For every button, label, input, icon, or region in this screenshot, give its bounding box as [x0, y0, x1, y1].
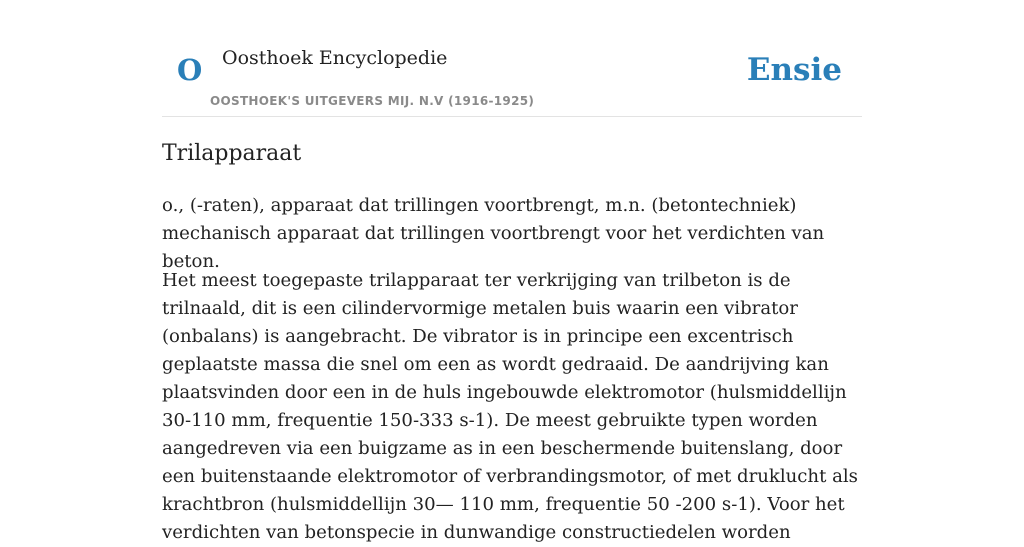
source-publisher: OOSTHOEK'S UITGEVERS MIJ. N.V (1916-1925) [210, 94, 535, 108]
entry-title: Trilapparaat [162, 141, 302, 166]
entry-paragraph-2: Het meest toegepaste trilapparaat ter verkrijging van trilbeton is de trilnaald, dit is een cilindervormige metalen buis waarin een vibrator (onbalans) is aangebracht. De vibrator is in principe een excentrisch geplaatste massa die snel om een as wordt gedraaid. De aandrijving kan plaatsvinden door een in de huls ingebouwde elektromotor (hulsmiddellijn 30-110 mm, frequentie 150-333 s-1). De meest gebruikte typen worden aangedreven via een buigzame as in een beschermende buitenslang, door een buitenstaande elektromotor of verbrandingsmotor, of met druklucht als krachtbron (hulsmiddellijn 30— 110 mm, frequentie 50 -200 s-1). Voor het verdichten van betonspecie in dunwandige constructiedelen worden [162, 270, 858, 543]
source-header [162, 0, 862, 117]
source-title-link[interactable]: Oosthoek Encyclopedie [222, 47, 448, 69]
entry-paragraph-1: o., (-raten), apparaat dat trillingen voortbrengt, m.n. (betontechniek) mechanisch apparaat dat trillingen voortbrengt voor het verdichten van beton. [162, 195, 825, 272]
source-letter-badge: O [177, 53, 203, 87]
ensie-logo-link[interactable]: Ensie [746, 52, 842, 88]
article-container [162, 0, 862, 543]
